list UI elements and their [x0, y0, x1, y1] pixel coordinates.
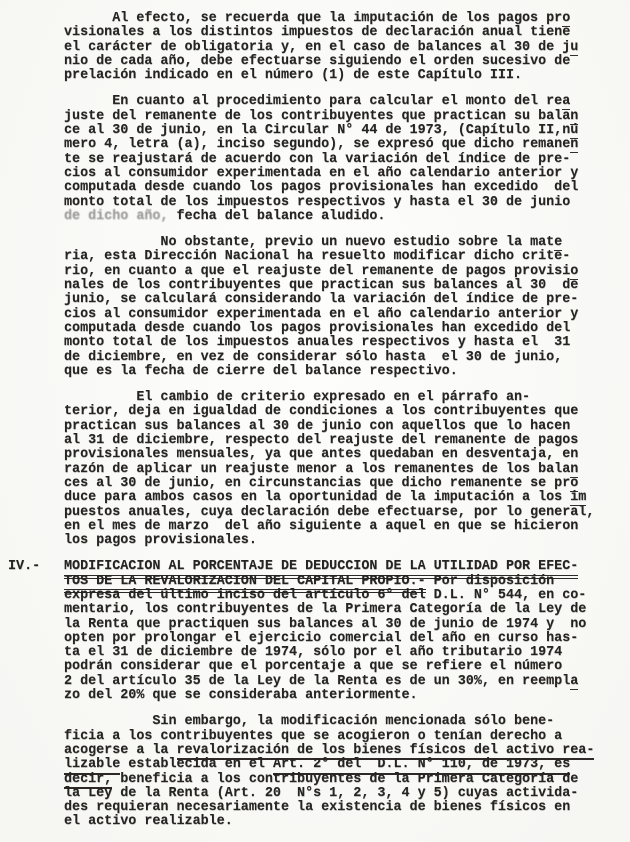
text-segment: duce para ambos casos en la oportunidad de la imputación a los	[64, 490, 571, 506]
underlined-text: o	[570, 475, 579, 491]
text-line	[64, 603, 620, 617]
text-segment: expresa del último inciso del artículo 6° del D.L. N° 544, en co-	[64, 587, 587, 603]
underlined-text: a	[562, 94, 571, 110]
section-iv-modificacion-porcentaje	[8, 559, 620, 704]
text-line	[64, 463, 620, 477]
section-number-label: IV.-	[8, 559, 41, 575]
text-segment: cios al consumidor experimentada en el año calendario anterior y	[64, 306, 579, 322]
text-segment: acogerse a la	[64, 742, 177, 758]
text-segment: computada desde cuando los pagos provisionales han excedido del	[64, 320, 571, 336]
text-line	[64, 365, 620, 379]
text-line	[64, 801, 620, 815]
underlined-text: n	[570, 137, 579, 153]
text-line	[64, 675, 620, 689]
text-segment: Al efecto, se recuerda que la imputación de los pagos pr	[112, 11, 563, 26]
text-segment: el carácter de obligatoria y, en el caso de balances al 30 de j	[64, 39, 571, 55]
text-line	[64, 520, 620, 534]
text-line	[64, 196, 620, 210]
underlined-text: revalorización de los bienes físicos del activo rea-	[177, 743, 595, 761]
text-segment: razón de aplicar un reajuste menor a los remanentes de los bala	[64, 461, 571, 477]
text-line	[64, 124, 620, 138]
text-segment: visionales a los distintos impuestos de declaración anual tiene	[64, 25, 571, 41]
text-line	[64, 575, 620, 589]
text-line	[64, 660, 620, 674]
underlined-text: n	[570, 461, 579, 477]
text-line	[64, 308, 620, 322]
text-segment: El cambio de criterio expresado en el párrafo an-	[136, 390, 531, 406]
text-segment: Sin embargo, la modificación mencionada sólo bene-	[152, 714, 555, 730]
text-line	[64, 167, 620, 181]
text-segment: opten por prolongar el ejercicio comercial del año en curso has-	[64, 630, 579, 646]
paragraph-beneficio-revalorizacion	[64, 715, 620, 829]
underlined-text: n	[570, 108, 579, 124]
text-segment: puestos anuales, cuya declaración debe efectuarse, por lo general,	[64, 504, 595, 520]
underlined-text: decir,	[64, 772, 112, 790]
text-segment: rio, en cuanto a que el reajuste del remanente de pagos provisi	[64, 263, 571, 279]
text-line	[64, 153, 620, 167]
text-segment: nales de los contribuyentes que practican sus balances al 30 de	[64, 278, 579, 294]
text-line	[64, 236, 620, 250]
text-segment: ces al 30 de junio, en circunstancias que dicho remanente se pr	[64, 475, 571, 491]
text-line	[64, 420, 620, 434]
text-segment: en el mes de marzo del año siguiente a aquel en que se hicieron	[64, 518, 579, 534]
text-segment: monto total de los impuestos respectivos y hasta el 30 de junio	[64, 194, 571, 210]
text-line	[64, 69, 620, 83]
text-segment: des requieran necesariamente la existencia de bienes físicos en	[64, 800, 571, 816]
underlined-text: TOS DE LA REVALORIZACION DEL CAPITAL PROPIO.-	[64, 574, 426, 594]
text-line	[64, 787, 620, 801]
text-line	[64, 506, 620, 520]
text-segment: zo del 20% que se consideraba anteriormente.	[64, 688, 418, 704]
underlined-text: ú	[570, 123, 579, 139]
underlined-text: o	[570, 263, 579, 279]
text-line	[64, 351, 620, 365]
text-segment: junio, se calculará considerando la variación del índice de pre-	[64, 292, 579, 308]
text-line	[64, 618, 620, 632]
text-segment: computada desde cuando los pagos provisionales han excedido del	[64, 180, 579, 196]
text-line	[64, 730, 620, 744]
underlined-text: im	[570, 490, 587, 506]
text-line	[64, 181, 620, 195]
text-line	[64, 632, 620, 646]
text-segment: juste del remanente de los contribuyentes que practican su bala	[64, 108, 571, 124]
text-line	[64, 336, 620, 350]
text-segment: la Renta que practiquen sus balances al 30 de junio de 1974 y no	[64, 616, 587, 632]
text-line	[64, 391, 620, 405]
text-line	[64, 322, 620, 336]
text-line	[64, 589, 620, 603]
underlined-text: MODIFICACION AL PORCENTAJE DE DEDUCCION DE LA UTILIDAD POR EFEC-	[64, 559, 578, 579]
text-line	[64, 689, 620, 703]
text-segment: fecha del balance aludido.	[168, 208, 386, 224]
text-line	[64, 12, 620, 26]
text-line	[64, 293, 620, 307]
text-line	[64, 448, 620, 462]
text-segment: practican sus balances al 30 de junio con aquellos que lo hacen	[64, 418, 571, 434]
text-line	[64, 434, 620, 448]
paragraph-procedimiento-reajuste	[64, 95, 620, 224]
text-line	[64, 265, 620, 279]
text-segment: No obstante, previo un nuevo estudio sobre la mat	[160, 235, 555, 251]
underlined-text: lizable	[64, 757, 120, 775]
text-segment: ta el 31 de diciembre de 1974, sólo por el año tributario 1974	[64, 645, 563, 661]
text-line	[64, 815, 620, 829]
document-body	[8, 11, 620, 830]
text-segment: el activo realizable.	[64, 814, 233, 830]
paragraph-imputacion-obligatoria	[64, 12, 620, 83]
text-segment: mentario, los contribuyentes de la Primera Categoría de la Ley de	[64, 602, 587, 618]
text-segment: establecida en el	[120, 757, 273, 773]
text-line	[64, 758, 620, 772]
text-line	[64, 55, 620, 69]
text-line	[64, 210, 620, 224]
text-segment: de dicho año,	[64, 208, 169, 224]
text-segment: beneficia a los contribuyentes de la Primera Categoría de	[112, 771, 579, 787]
text-line	[64, 26, 620, 40]
text-segment: cios al consumidor experimentada en el año calendario anterior y	[64, 165, 579, 181]
text-line	[64, 95, 620, 109]
text-segment: los pagos provisionales.	[64, 533, 257, 549]
text-segment: ficia a los contribuyentes que se acogieron o tenían derecho a	[64, 728, 563, 744]
text-segment: nio de cada año, debe efectuarse siguiendo el orden sucesivo de	[64, 53, 571, 69]
underlined-text: u	[570, 39, 579, 55]
text-segment: provisionales mensuales, ya que antes quedaban en desventaja, en	[64, 447, 579, 463]
text-segment: al 31 de diciembre, respecto del reajuste del remanente de pagos	[64, 433, 579, 449]
text-line	[64, 773, 620, 787]
text-line	[64, 534, 620, 548]
text-line	[64, 646, 620, 660]
text-line	[64, 250, 620, 264]
text-line	[64, 715, 620, 729]
text-line	[64, 560, 620, 574]
text-segment: que es la fecha de cierre del balance respectivo.	[64, 363, 458, 379]
text-line	[64, 41, 620, 55]
paragraph-igualdad-condiciones	[64, 391, 620, 548]
text-line	[64, 744, 620, 758]
text-segment: monto total de los impuestos anuales respectivos y hasta el 31	[64, 335, 571, 351]
text-line	[64, 405, 620, 419]
text-line	[64, 110, 620, 124]
underlined-text: a	[570, 673, 579, 689]
text-line	[64, 279, 620, 293]
text-line	[64, 138, 620, 152]
text-segment: ce al 30 de junio, en la Circular N° 44 de 1973, (Capítulo II,n	[64, 123, 571, 139]
text-segment: 2 del artículo 35 de la Ley de la Renta es de un 30%, en reempl	[64, 673, 571, 689]
text-segment: de diciembre, en vez de considerar sólo hasta el 30 de junio,	[64, 349, 563, 365]
text-segment: mero 4, letra (a), inciso segundo), se expresó que dicho remane	[64, 137, 571, 153]
text-line	[64, 477, 620, 491]
paragraph-nuevo-criterio	[64, 236, 620, 379]
text-segment: la Ley de la Renta (Art. 20 N°s 1, 2, 3, 4 y 5) cuyas activida-	[64, 785, 579, 801]
underlined-text: o	[562, 11, 571, 26]
text-segment: te se reajustará de acuerdo con la variación del índice de pre-	[64, 151, 571, 167]
text-line	[64, 491, 620, 505]
text-segment: podrán considerar que el porcentaje a que se refiere el número	[64, 659, 563, 675]
underlined-text: Art. 2° del D.L. N° 110, de 1973, es	[273, 757, 570, 775]
text-segment: En cuanto al procedimiento para calcular el monto del re	[112, 94, 563, 110]
text-segment: Por disposición	[425, 573, 555, 589]
text-segment: prelación indicado en el número (1) de este Capítulo III.	[64, 68, 523, 84]
text-segment: terior, deja en igualdad de condiciones a los contribuyentes que	[64, 404, 579, 420]
text-segment: ria, esta Dirección Nacional ha resuelto modificar dicho crite-	[64, 249, 571, 265]
underlined-text: e	[554, 235, 563, 251]
